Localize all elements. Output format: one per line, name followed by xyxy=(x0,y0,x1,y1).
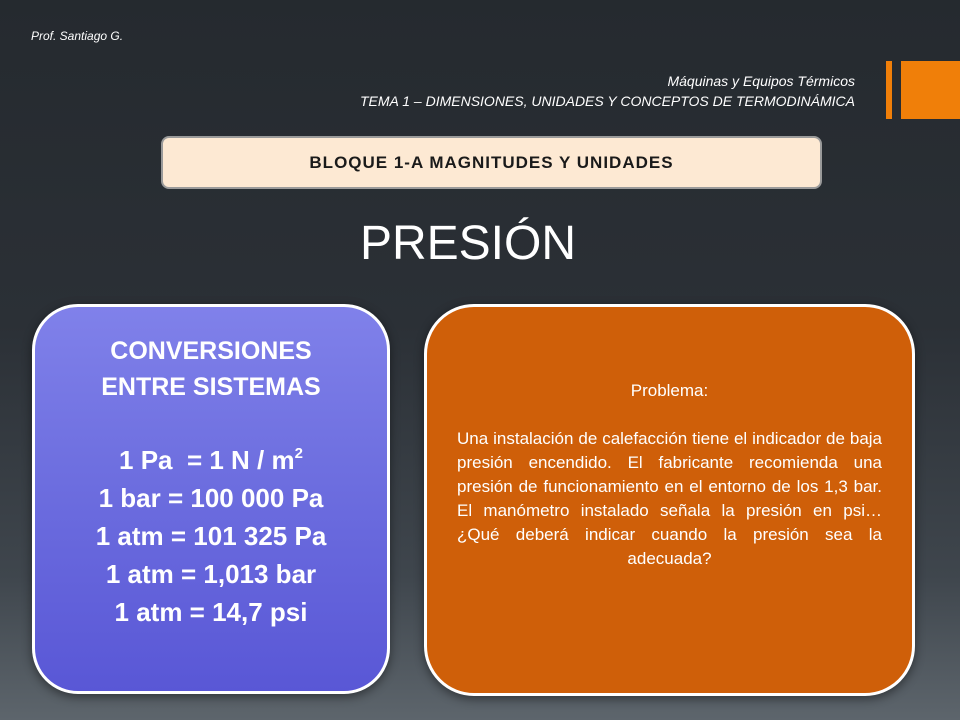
problem-label: Problema: xyxy=(630,381,709,400)
problem-box xyxy=(424,304,915,696)
topic-title: TEMA 1 – DIMENSIONES, UNIDADES Y CONCEPTOS DE TERMODINÁMICA xyxy=(359,93,855,109)
course-title: Máquinas y Equipos Térmicos xyxy=(667,73,855,89)
conversions-title-line2: ENTRE SISTEMAS xyxy=(101,373,321,401)
conversions-title-line1: CONVERSIONES xyxy=(110,337,312,365)
conversion-pa-definition xyxy=(35,441,387,479)
pa-definition-exponent: 2 xyxy=(294,445,303,462)
block-banner-label: BLOQUE 1-A MAGNITUDES Y UNIDADES xyxy=(309,152,674,172)
conversion-atm-to-psi: 1 atm = 14,7 psi xyxy=(114,597,308,627)
conversions-title xyxy=(35,333,387,405)
conversion-atm-to-pa: 1 atm = 101 325 Pa xyxy=(95,521,327,551)
course-header xyxy=(360,71,855,111)
block-banner xyxy=(161,136,822,189)
problem-text: Una instalación de calefacción tiene el indicador de baja presión encendido. El fabricante recomienda una presión de funcionamiento en el entorno de los 1,3 bar. El manómetro instalado señala la presión en psi… ¿Qué deberá indicar cuando la presión sea la adecuada? xyxy=(457,429,882,568)
accent-bar-thin xyxy=(886,61,892,119)
conversion-bar-to-pa: 1 bar = 100 000 Pa xyxy=(98,483,324,513)
author-credit: Prof. Santiago G. xyxy=(31,29,124,43)
conversion-atm-to-bar: 1 atm = 1,013 bar xyxy=(105,559,317,589)
slide-title: PRESIÓN xyxy=(359,217,577,270)
conversions-box xyxy=(32,304,390,694)
conversions-list xyxy=(35,441,387,631)
accent-bar-thick xyxy=(901,61,960,119)
pa-definition-text: 1 Pa = 1 N / m xyxy=(119,445,295,475)
